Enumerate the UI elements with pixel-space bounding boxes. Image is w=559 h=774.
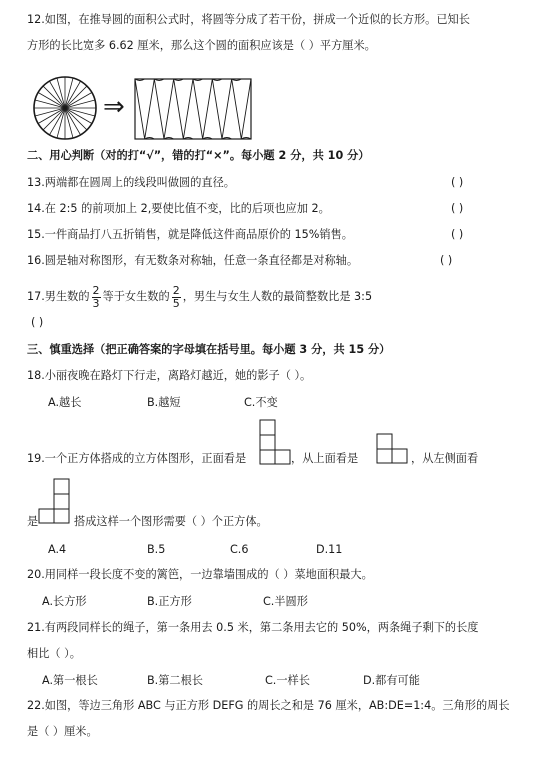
q21-option-c[interactable]: C.一样长: [265, 674, 310, 687]
q20-option-b[interactable]: B.正方形: [147, 595, 192, 608]
q18-option-a[interactable]: A.越长: [48, 396, 82, 409]
fraction-two-thirds: [92, 285, 101, 310]
q17-text: [27, 282, 372, 312]
section3-heading: 三、慎重选择（把正确答案的字母填在括号里。每小题 3 分，共 15 分）: [27, 343, 391, 356]
fraction-denominator: 5: [172, 296, 180, 310]
front-view-figure: [259, 419, 291, 465]
q19-text-a: 19.一个正方体搭成的立方体图形，正面看是: [27, 452, 247, 465]
q15-text: 15.一件商品打八五折销售，就是降低这件商品原价的 15%销售。: [27, 228, 353, 241]
q12-line2: 方形的长比宽多 6.62 厘米，那么这个圆的面积应该是（ ）平方厘米。: [27, 39, 376, 52]
q18-option-b[interactable]: B.越短: [147, 396, 181, 409]
q19-text-b: ，从上面看是: [291, 452, 359, 465]
q12-line1: 12.如图，在推导圆的面积公式时，将圆等分成了若干份，拼成一个近似的长方形。已知长: [27, 13, 470, 26]
q13-text: 13.两端都在圆周上的线段叫做圆的直径。: [27, 176, 235, 189]
q17-part-c: ，男生与女生人数的最简整数比是 3:5: [182, 290, 373, 303]
q20-option-a[interactable]: A.长方形: [42, 595, 87, 608]
q19-option-a[interactable]: A.4: [48, 543, 67, 556]
q20-text: 20.用同样一段长度不变的篱笆，一边靠墙围成的（ ）菜地面积最大。: [27, 568, 373, 581]
fraction-numerator: 2: [92, 283, 100, 297]
fraction-denominator: 3: [92, 296, 100, 310]
q22-line2: 是（ ）厘米。: [27, 725, 98, 738]
q18-text: 18.小丽夜晚在路灯下行走，离路灯越近，她的影子（ ）。: [27, 369, 312, 382]
fraction-two-fifths: [172, 285, 181, 310]
q16-text: 16.圆是轴对称图形，有无数条对称轴，任意一条直径都是对称轴。: [27, 254, 359, 267]
top-view-figure: [376, 433, 408, 464]
q22-line1: 22.如图，等边三角形 ABC 与正方形 DEFG 的周长之和是 76 厘米，AB:DE=1:4。三角形的周长: [27, 699, 510, 712]
q15-answer-paren[interactable]: ( ): [451, 228, 464, 241]
q14-answer-paren[interactable]: ( ): [451, 202, 464, 215]
q13-answer-paren[interactable]: ( ): [451, 176, 464, 189]
q19-text-d: 是: [27, 515, 39, 528]
q21-option-b[interactable]: B.第二根长: [147, 674, 203, 687]
q19-option-d[interactable]: D.11: [316, 543, 343, 556]
q20-option-c[interactable]: C.半圆形: [263, 595, 308, 608]
q17-answer-paren[interactable]: ( ): [31, 316, 44, 329]
q16-answer-paren[interactable]: ( ): [440, 254, 453, 267]
sectored-circle-figure: [32, 75, 98, 141]
q21-option-a[interactable]: A.第一根长: [42, 674, 98, 687]
q17-part-a: 17.男生数的: [27, 290, 90, 303]
q18-option-c[interactable]: C.不变: [244, 396, 278, 409]
approximate-rectangle-figure: [134, 78, 252, 140]
left-view-figure: [38, 478, 70, 524]
q21-line1: 21.有两段同样长的绳子，第一条用去 0.5 米，第二条用去它的 50%，两条绳子剩下的长度: [27, 621, 479, 634]
q21-option-d[interactable]: D.都有可能: [363, 674, 420, 687]
q19-option-c[interactable]: C.6: [230, 543, 249, 556]
q17-part-b: 等于女生数的: [102, 290, 170, 303]
q19-text-e: 搭成这样一个图形需要（ ）个正方体。: [74, 515, 268, 528]
fraction-numerator: 2: [172, 283, 180, 297]
transform-arrow: ⇒: [103, 92, 125, 122]
q19-text-c: ，从左侧面看: [411, 452, 479, 465]
q14-text: 14.在 2:5 的前项加上 2,要使比值不变，比的后项也应加 2。: [27, 202, 330, 215]
q19-option-b[interactable]: B.5: [147, 543, 166, 556]
q21-line2: 相比（ ）。: [27, 647, 81, 660]
section2-heading: 二、用心判断（对的打“√”，错的打“×”。每小题 2 分，共 10 分）: [27, 149, 370, 162]
